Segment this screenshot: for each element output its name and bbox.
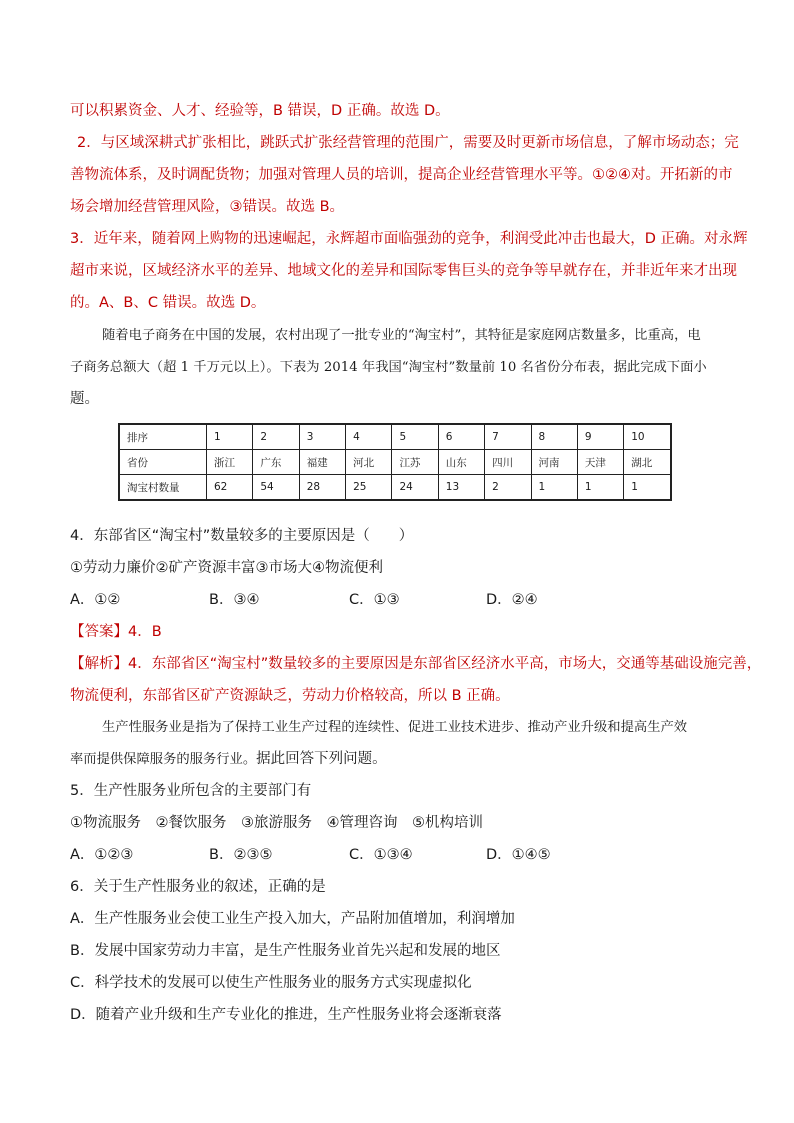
q4-analysis-line-1 [70,654,761,674]
passage2-line-1: 生产性服务业是指为了保持工业生产过程的连续性、促进工业技术进步、推动产业升级和提高生产效 [102,720,688,735]
passage2-line-2 [70,749,387,770]
q5-option-a: A．①②③ [70,847,134,863]
prev-answer-line-1: 可以积累资金、人才、经验等，B 错误，D 正确。故选 D。 [70,103,450,119]
table-cell: 7 [485,424,531,450]
row-header: 省份 [119,450,207,475]
passage1-line-2: 子商务总额大（超 1 千万元以上）。下表为 2014 年我国“淘宝村”数量前 10 名省份分布表，据此完成下面小 [70,360,707,375]
table-cell: 江苏 [392,450,438,475]
q4-stem: 4．东部省区“淘宝村”数量较多的主要原因是（ ） [70,528,414,544]
table-cell: 28 [299,475,345,501]
q2-explanation-line-2: 善物流体系，及时调配货物；加强对管理人员的培训，提高企业经营管理水平等。①②④对。开拓新的市 [70,167,733,183]
table-cell: 2 [485,475,531,501]
q4-answer: 【答案】4．B [70,624,162,640]
table-cell: 10 [624,424,671,450]
q3-explanation-line-2: 超市来说，区域经济水平的差异、地域文化的差异和国际零售巨头的竞争等早就存在，并非近年来才出现 [70,263,737,279]
table-row [119,475,671,501]
table-cell: 4 [346,424,392,450]
q2-explanation-line-3: 场会增加经营管理风险，③错误。故选 B。 [70,199,345,215]
q4-option-a: A．①② [70,592,121,608]
table-cell: 河南 [531,450,577,475]
table-cell: 四川 [485,450,531,475]
q6-option-c: C．科学技术的发展可以使生产性服务业的服务方式实现虚拟化 [70,975,472,991]
table-cell: 1 [207,424,253,450]
q5-option-c: C．①③④ [349,847,413,863]
table-cell: 3 [299,424,345,450]
table-cell: 1 [531,475,577,501]
q5-option-b: B．②③⑤ [209,847,273,863]
q5-option-d: D．①④⑤ [486,847,551,863]
passage1-line-1: 随着电子商务在中国的发展，农村出现了一批专业的“淘宝村”，其特征是家庭网店数量多，比重高，电 [102,328,701,343]
q4-items: ①劳动力廉价②矿产资源丰富③市场大④物流便利 [70,560,383,576]
q5-stem: 5．生产性服务业所包含的主要部门有 [70,783,312,799]
q4-option-d: D．②④ [486,592,538,608]
table-cell: 湖北 [624,450,671,475]
passage2-line-2a: 率而提供保障服务的服务行业。 [70,752,257,767]
table-cell: 5 [392,424,438,450]
table-cell: 1 [624,475,671,501]
passage2-line-2b: 据此回答下列问题。 [256,751,387,767]
table-cell: 8 [531,424,577,450]
q3-explanation-line-1: 3．近年来，随着网上购物的迅速崛起，永辉超市面临强劲的竞争，利润受此冲击也最大，D 正确。对永辉 [70,231,748,247]
table-cell: 广东 [253,450,299,475]
table-cell: 24 [392,475,438,501]
q4-option-b: B．③④ [209,592,260,608]
table-cell: 13 [438,475,484,501]
analysis-text: 4．东部省区“淘宝村”数量较多的主要原因是东部省区经济水平高，市场大，交通等基础设施完善， [128,656,762,672]
table-cell: 浙江 [207,450,253,475]
table-row [119,424,671,450]
table-cell: 9 [577,424,623,450]
q6-option-b: B．发展中国家劳动力丰富，是生产性服务业首先兴起和发展的地区 [70,943,501,959]
table-cell: 山东 [438,450,484,475]
q6-option-d: D．随着产业升级和生产专业化的推进，生产性服务业将会逐渐衰落 [70,1007,502,1023]
table-cell: 25 [346,475,392,501]
q4-option-c: C．①③ [349,592,400,608]
q2-explanation-line-1: 2．与区域深耕式扩张相比，跳跃式扩张经营管理的范围广，需要及时更新市场信息，了解市场动态；完 [77,135,739,151]
table-row [119,450,671,475]
row-header: 排序 [119,424,207,450]
table-cell: 6 [438,424,484,450]
table-cell: 1 [577,475,623,501]
analysis-label: 【解析】 [70,656,128,672]
q4-analysis-line-2: 物流便利，东部省区矿产资源缺乏，劳动力价格较高，所以 B 正确。 [70,688,510,704]
q3-explanation-line-3: 的。A、B、C 错误。故选 D。 [70,295,266,311]
q6-option-a: A．生产性服务业会使工业生产投入加大，产品附加值增加，利润增加 [70,911,515,927]
table-cell: 62 [207,475,253,501]
q6-stem: 6．关于生产性服务业的叙述，正确的是 [70,879,326,895]
taobao-village-table [118,423,672,501]
q5-items: ①物流服务 ②餐饮服务 ③旅游服务 ④管理咨询 ⑤机构培训 [70,815,483,831]
table-cell: 河北 [346,450,392,475]
table-cell: 天津 [577,450,623,475]
table-cell: 54 [253,475,299,501]
table-cell: 2 [253,424,299,450]
table-cell: 福建 [299,450,345,475]
row-header: 淘宝村数量 [119,475,207,501]
passage1-line-3: 题。 [70,391,99,407]
